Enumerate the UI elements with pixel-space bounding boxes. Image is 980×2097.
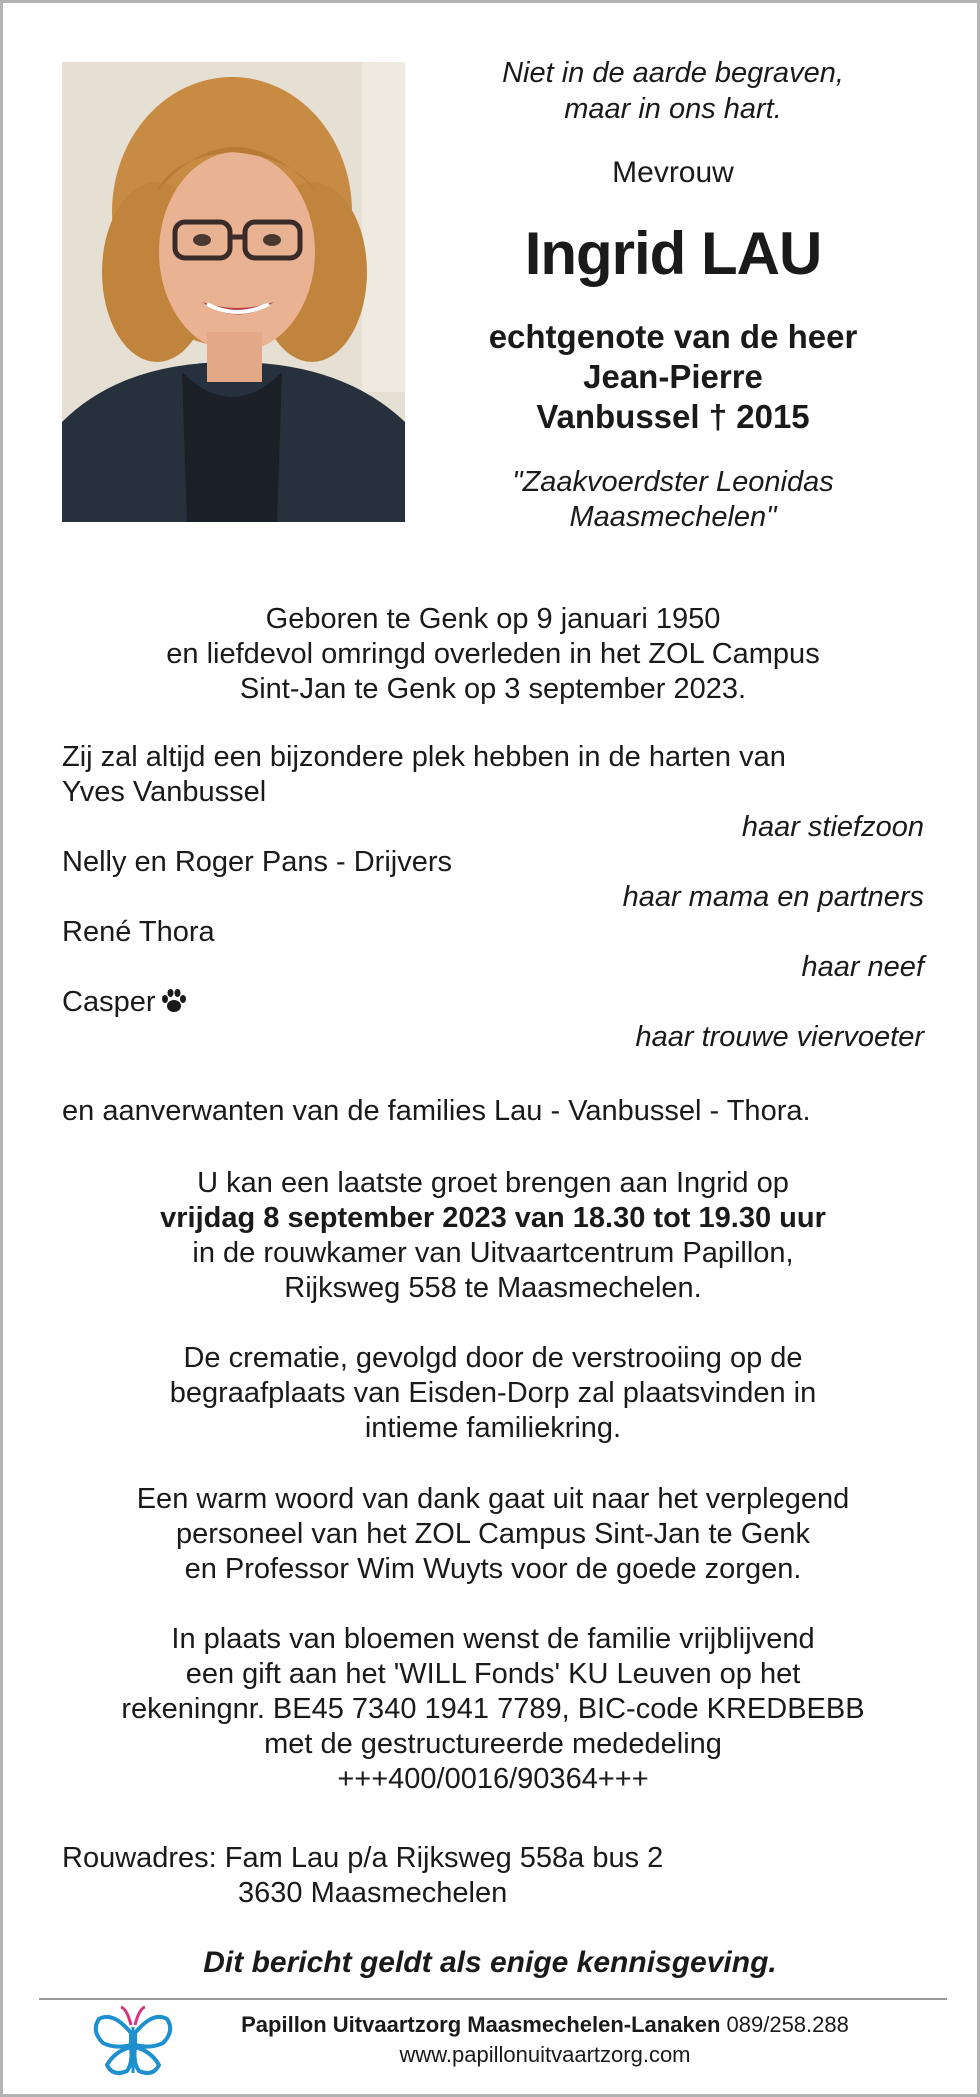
paw-icon	[160, 988, 188, 1014]
cremation-line: intieme familiekring.	[364, 1412, 622, 1444]
family-member-name-row	[62, 985, 924, 1020]
cremation-line: De crematie, gevolgd door de verstrooiing op de	[183, 1342, 803, 1374]
donation-line: In plaats van bloemen wenst de familie vrijblijvend	[171, 1623, 815, 1655]
occupation-line: Maasmechelen"	[569, 501, 777, 533]
spouse-line: Jean-Pierre	[583, 358, 763, 395]
butterfly-logo-icon	[91, 2003, 175, 2081]
motto	[433, 55, 913, 127]
visit-line: Rijksweg 558 te Maasmechelen.	[284, 1272, 702, 1304]
thanks-line: personeel van het ZOL Campus Sint-Jan te Genk	[175, 1518, 811, 1550]
family-member	[62, 915, 924, 985]
portrait-illustration	[62, 62, 405, 522]
donation-line: met de gestructureerde mededeling	[264, 1728, 722, 1760]
portrait-photo	[62, 62, 405, 522]
family-member-role: haar trouwe viervoeter	[635, 1021, 924, 1053]
footer-website[interactable]: www.papillonuitvaartzorg.com	[399, 2042, 691, 2067]
honorific: Mevrouw	[612, 156, 734, 189]
family-member-name: Casper	[62, 986, 156, 1018]
donation-reference: +++400/0016/90364+++	[337, 1763, 649, 1795]
family-member-role: haar neef	[801, 951, 924, 983]
cremation-info	[62, 1341, 924, 1446]
family-member	[62, 775, 924, 845]
visit-line: in de rouwkamer van Uitvaartcentrum Papillon,	[192, 1237, 794, 1269]
occupation	[433, 465, 913, 535]
birth-death-info	[62, 602, 924, 707]
birth-line: Geboren te Genk op 9 januari 1950	[265, 603, 721, 635]
footer-company-line	[185, 2010, 905, 2040]
cremation-line: begraafplaats van Eisden-Dorp zal plaatsvinden in	[169, 1377, 817, 1409]
spouse-info	[433, 317, 913, 437]
footer-divider	[39, 1998, 947, 2000]
footer-company-name: Papillon Uitvaartzorg Maasmechelen-Lanaken	[241, 2012, 721, 2037]
birth-line: Sint-Jan te Genk op 3 september 2023.	[239, 673, 747, 705]
donation-line: rekeningnr. BE45 7340 1941 7789, BIC-code KREDBEBB	[121, 1693, 865, 1725]
spouse-line: Vanbussel † 2015	[536, 398, 810, 435]
motto-line: maar in ons hart.	[564, 93, 782, 125]
header-block	[433, 55, 913, 535]
visit-datetime-text: vrijdag 8 september 2023 van 18.30 tot 19.30 uur	[160, 1202, 826, 1234]
family-member-name: René Thora	[62, 916, 215, 948]
address-line: 3630 Maasmechelen	[238, 1877, 508, 1909]
family-member-role: haar stiefzoon	[741, 811, 924, 843]
family-member-name: Nelly en Roger Pans - Drijvers	[62, 846, 453, 878]
relatives-line: en aanverwanten van de families Lau - Vanbussel - Thora.	[62, 1095, 811, 1127]
family-list	[62, 775, 924, 1055]
donation-info	[62, 1622, 924, 1797]
family-member	[62, 845, 924, 915]
notice-statement: Dit bericht geldt als enige kennisgeving.	[203, 1946, 777, 1979]
family-intro: Zij zal altijd een bijzondere plek hebben in de harten van	[62, 741, 786, 773]
thanks-line: en Professor Wim Wuyts voor de goede zorgen.	[184, 1553, 802, 1585]
thanks-line: Een warm woord van dank gaat uit naar het verplegend	[136, 1483, 850, 1515]
deceased-name: Ingrid LAU	[524, 220, 822, 287]
motto-line: Niet in de aarde begraven,	[502, 57, 844, 89]
occupation-line: "Zaakvoerdster Leonidas	[512, 466, 834, 498]
family-member	[62, 985, 924, 1055]
birth-line: en liefdevol omringd overleden in het ZOL Campus	[166, 638, 820, 670]
donation-line: een gift aan het 'WILL Fonds' KU Leuven op het	[185, 1658, 801, 1690]
mourning-address	[62, 1841, 924, 1911]
address-line: Rouwadres: Fam Lau p/a Rijksweg 558a bus 2	[62, 1842, 664, 1874]
visitation-info	[62, 1166, 924, 1306]
family-member-role: haar mama en partners	[622, 881, 924, 913]
footer-company-info	[185, 2010, 905, 2070]
footer-phone: 089/258.288	[726, 2012, 849, 2037]
spouse-line: echtgenote van de heer	[488, 318, 858, 355]
visit-line: U kan een laatste groet brengen aan Ingrid op	[197, 1167, 789, 1199]
visit-datetime	[62, 1201, 924, 1236]
family-member-name: Yves Vanbussel	[62, 776, 267, 808]
thanks-info	[62, 1482, 924, 1587]
